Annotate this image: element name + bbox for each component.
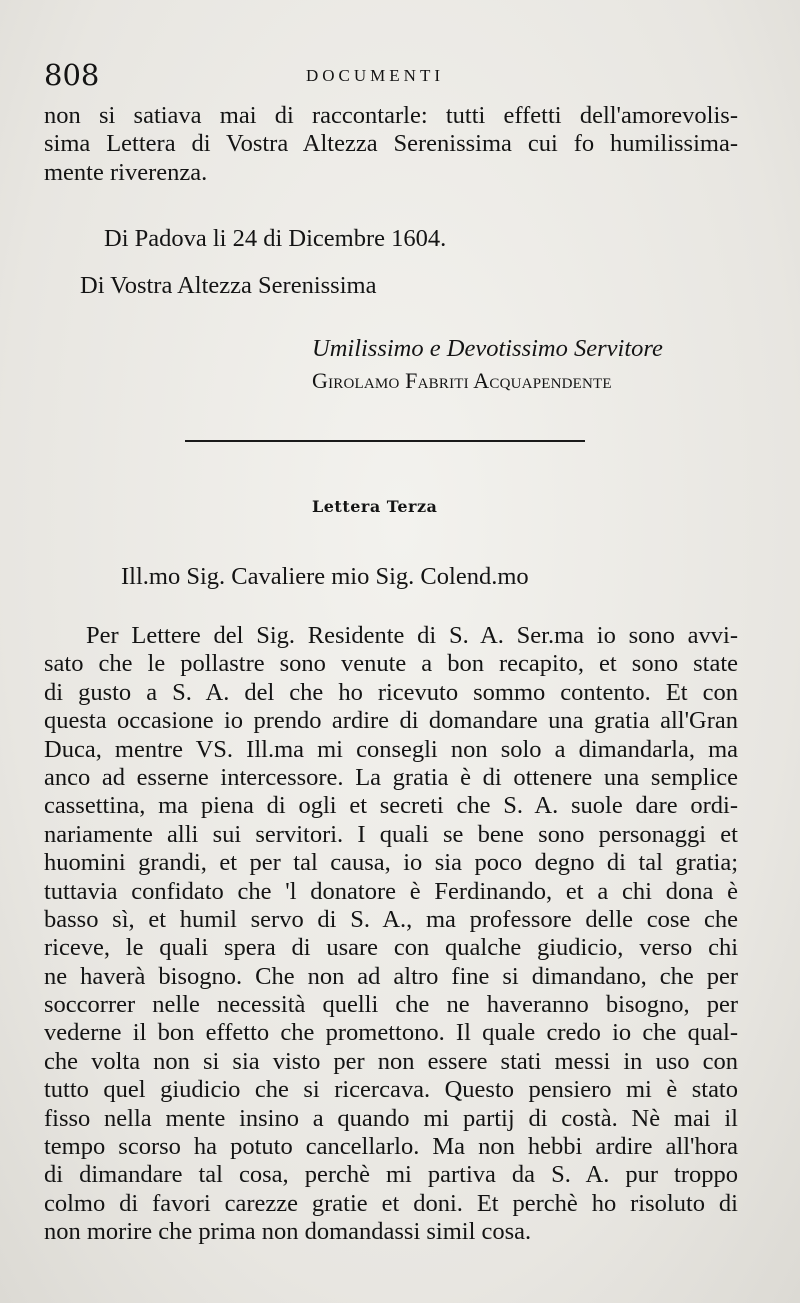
signature-name: Girolamo Fabriti Acquapendente <box>312 368 612 393</box>
text-line: che volta non si sia visto per non essere stati messi in uso con <box>44 1047 738 1075</box>
text-line: ne haverà bisogno. Che non ad altro fine si dimandano, che per <box>44 962 738 990</box>
text-line: mente riverenza. <box>44 158 208 186</box>
text-line: colmo di favori carezze gratie et doni. Et perchè ho risoluto di <box>44 1189 738 1217</box>
letter-title: Lettera Terza <box>312 497 438 516</box>
text-line: fisso nella mente insino a quando mi partij di costà. Nè mai il <box>44 1104 738 1132</box>
text-line: tuttavia confidato che 'l donatore è Ferdinando, et a chi dona è <box>44 877 738 905</box>
text-line: sima Lettera di Vostra Altezza Serenissima cui fo humilissima- <box>44 130 738 158</box>
text-line: Per Lettere del Sig. Residente di S. A. Ser.ma io sono avvi- <box>86 622 738 649</box>
running-head: DOCUMENTI <box>306 66 444 85</box>
text-line: tempo scorso ha potuto cancellarlo. Ma non hebbi ardire all'hora <box>44 1133 738 1161</box>
text-line: sato che le pollastre sono venute a bon recapito, et sono state <box>44 650 738 678</box>
signature-closing: Umilissimo e Devotissimo Servitore <box>312 335 663 362</box>
page-header <box>44 58 744 98</box>
text-line: Duca, mentre VS. Ill.ma mi consegli non solo a dimandarla, ma <box>44 735 738 763</box>
text-line: basso sì, et humil servo di S. A., ma professore delle cose che <box>44 905 738 933</box>
letter-body <box>44 622 738 1247</box>
text-line: nariamente alli sui servitori. I quali se bene sono personaggi et <box>44 820 738 848</box>
date-line: Di Padova li 24 di Dicembre 1604. <box>104 225 447 252</box>
text-line: non si satiava mai di raccontarle: tutti effetti dell'amorevolis- <box>44 102 738 129</box>
text-line: riceve, le quali spera di usare con qualche giudicio, verso chi <box>44 934 738 962</box>
continuation-paragraph <box>44 102 738 187</box>
section-divider <box>185 440 585 442</box>
page-number: 808 <box>44 58 100 92</box>
letter-address: Ill.mo Sig. Cavaliere mio Sig. Colend.mo <box>121 563 529 590</box>
text-line: non morire che prima non domandassi simil cosa. <box>44 1218 532 1246</box>
text-line: questa occasione io prendo ardire di domandare una gratia all'Gran <box>44 707 738 735</box>
text-line: vederne il bon effetto che promettono. Il quale credo io che qual- <box>44 1019 738 1047</box>
text-line: di dimandare tal cosa, perchè mi partiva da S. A. pur troppo <box>44 1161 738 1189</box>
text-line: tutto quel giudicio che si ricercava. Questo pensiero mi è stato <box>44 1076 738 1104</box>
salutation: Di Vostra Altezza Serenissima <box>80 272 377 299</box>
text-line: huomini grandi, et per tal causa, io sia poco degno di tal gratia; <box>44 849 738 877</box>
text-line: soccorrer nelle necessità quelli che ne haveranno bisogno, per <box>44 991 738 1019</box>
text-line: anco ad esserne intercessore. La gratia è di ottenere una semplice <box>44 763 738 791</box>
text-line: cassettina, ma piena di ogli et secreti che S. A. suole dare ordi- <box>44 792 738 820</box>
text-line: di gusto a S. A. del che ho ricevuto sommo contento. Et con <box>44 678 738 706</box>
